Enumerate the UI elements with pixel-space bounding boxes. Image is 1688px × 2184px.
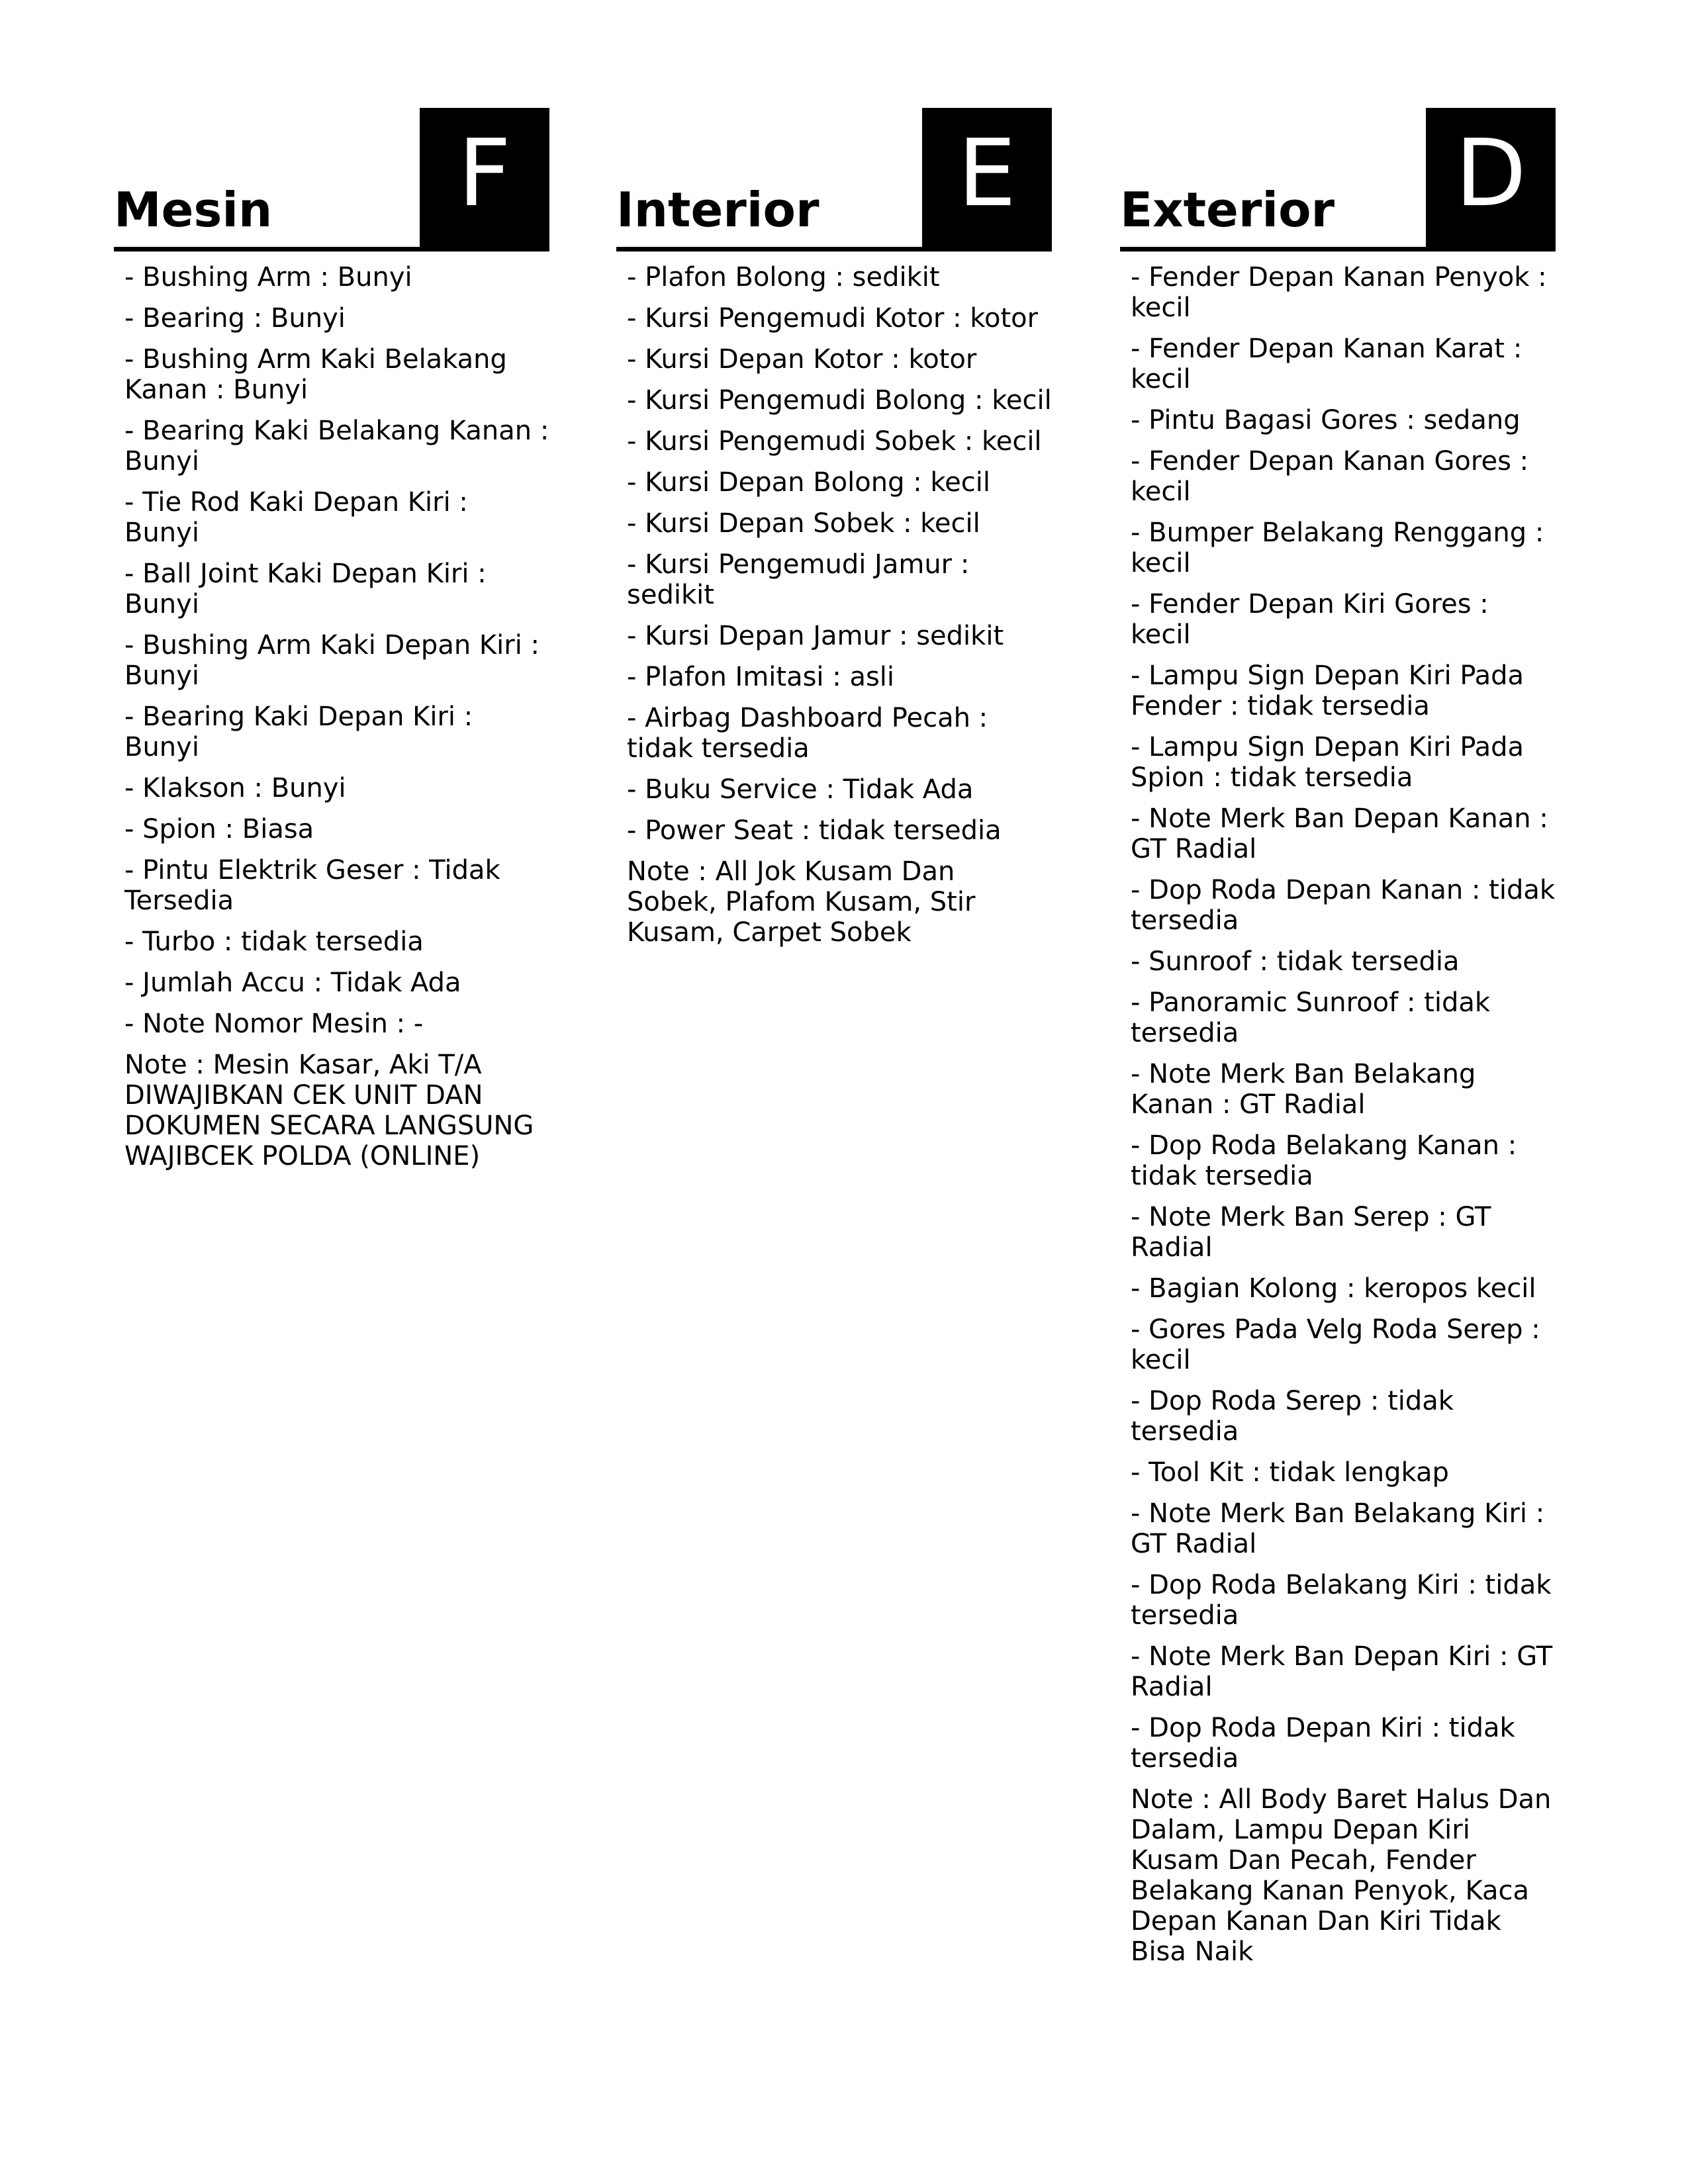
list-item: - Ball Joint Kaki Depan Kiri : Bunyi [124, 559, 487, 619]
list-item: - Bushing Arm Kaki Depan Kiri : Bunyi [124, 630, 539, 691]
section-note: Note : All Jok Kusam Dan Sobek, Plafom Kusam, Stir Kusam, Carpet Sobek [627, 856, 976, 948]
list-item: - Turbo : tidak tersedia [124, 927, 424, 957]
list-item: - Fender Depan Kanan Gores : kecil [1131, 446, 1529, 507]
section-header [1120, 108, 1556, 251]
list-item: - Fender Depan Kanan Karat : kecil [1131, 334, 1523, 394]
list-item: - Pintu Elektrik Geser : Tidak Tersedia [124, 855, 500, 916]
grade-badge: F [420, 108, 549, 247]
list-item: - Bushing Arm : Bunyi [124, 262, 412, 293]
list-item: - Dop Roda Depan Kanan : tidak tersedia [1131, 875, 1556, 936]
list-item: - Kursi Pengemudi Bolong : kecil [627, 385, 1052, 416]
grade-badge: D [1426, 108, 1556, 247]
list-item: - Note Merk Ban Belakang Kanan : GT Radial [1131, 1059, 1476, 1120]
section-header [114, 108, 549, 251]
list-item: - Tie Rod Kaki Depan Kiri : Bunyi [124, 487, 468, 548]
inspection-list [114, 251, 549, 1039]
list-item: - Note Merk Ban Depan Kanan : GT Radial [1131, 803, 1548, 864]
list-item: - Dop Roda Belakang Kiri : tidak tersedia [1131, 1570, 1552, 1631]
grade-badge: E [922, 108, 1052, 247]
section-mesin [114, 108, 549, 1171]
section-header [616, 108, 1052, 251]
list-item: - Gores Pada Velg Roda Serep : kecil [1131, 1314, 1540, 1375]
list-item: - Note Merk Ban Belakang Kiri : GT Radial [1131, 1498, 1545, 1559]
list-item: - Kursi Pengemudi Kotor : kotor [627, 303, 1039, 334]
section-title: Interior [616, 182, 820, 238]
list-item: - Power Seat : tidak tersedia [627, 815, 1002, 846]
list-item: - Fender Depan Kanan Penyok : kecil [1131, 262, 1547, 323]
section-note: Note : All Body Baret Halus Dan Dalam, Lampu Depan Kiri Kusam Dan Pecah, Fender Belakang Kanan Penyok, Kaca Depan Kanan Dan Kiri Tidak Bisa Naik [1131, 1784, 1552, 1967]
list-item: - Tool Kit : tidak lengkap [1131, 1457, 1449, 1488]
list-item: - Bearing Kaki Depan Kiri : Bunyi [124, 702, 473, 762]
list-item: - Bearing : Bunyi [124, 303, 346, 334]
list-item: - Plafon Bolong : sedikit [627, 262, 940, 293]
list-item: - Kursi Pengemudi Sobek : kecil [627, 426, 1042, 457]
list-item: - Pintu Bagasi Gores : sedang [1131, 405, 1521, 435]
list-item: - Lampu Sign Depan Kiri Pada Fender : tidak tersedia [1131, 660, 1524, 721]
list-item: - Airbag Dashboard Pecah : tidak tersedia [627, 703, 988, 764]
list-item: - Klakson : Bunyi [124, 773, 346, 803]
section-interior [616, 108, 1052, 948]
list-item: - Kursi Pengemudi Jamur : sedikit [627, 549, 970, 610]
list-item: - Buku Service : Tidak Ada [627, 774, 974, 805]
list-item: - Plafon Imitasi : asli [627, 662, 895, 692]
list-item: - Bushing Arm Kaki Belakang Kanan : Bunyi [124, 344, 507, 405]
list-item: - Dop Roda Depan Kiri : tidak tersedia [1131, 1713, 1515, 1774]
inspection-list [616, 251, 1052, 846]
list-item: - Dop Roda Serep : tidak tersedia [1131, 1386, 1454, 1447]
list-item: - Bagian Kolong : keropos kecil [1131, 1273, 1536, 1304]
inspection-list [1120, 251, 1556, 1774]
list-item: - Bearing Kaki Belakang Kanan : Bunyi [124, 416, 549, 477]
section-exterior [1120, 108, 1556, 1967]
section-title: Exterior [1120, 182, 1335, 238]
section-title: Mesin [114, 182, 273, 238]
list-item: - Note Nomor Mesin : - [124, 1009, 424, 1039]
section-note: Note : Mesin Kasar, Aki T/A DIWAJIBKAN CEK UNIT DAN DOKUMEN SECARA LANGSUNG WAJIBCEK POLDA (ONLINE) [124, 1050, 534, 1171]
list-item: - Dop Roda Belakang Kanan : tidak tersedia [1131, 1130, 1517, 1191]
list-item: - Kursi Depan Sobek : kecil [627, 508, 980, 539]
list-item: - Kursi Depan Kotor : kotor [627, 344, 977, 375]
list-item: - Kursi Depan Jamur : sedikit [627, 621, 1004, 651]
list-item: - Spion : Biasa [124, 814, 314, 844]
list-item: - Kursi Depan Bolong : kecil [627, 467, 990, 498]
list-item: - Note Merk Ban Depan Kiri : GT Radial [1131, 1641, 1553, 1702]
list-item: - Panoramic Sunroof : tidak tersedia [1131, 987, 1491, 1048]
list-item: - Fender Depan Kiri Gores : kecil [1131, 589, 1489, 650]
list-item: - Jumlah Accu : Tidak Ada [124, 968, 461, 998]
list-item: - Bumper Belakang Renggang : kecil [1131, 518, 1544, 578]
list-item: - Sunroof : tidak tersedia [1131, 946, 1460, 977]
list-item: - Note Merk Ban Serep : GT Radial [1131, 1202, 1491, 1263]
list-item: - Lampu Sign Depan Kiri Pada Spion : tidak tersedia [1131, 732, 1524, 793]
